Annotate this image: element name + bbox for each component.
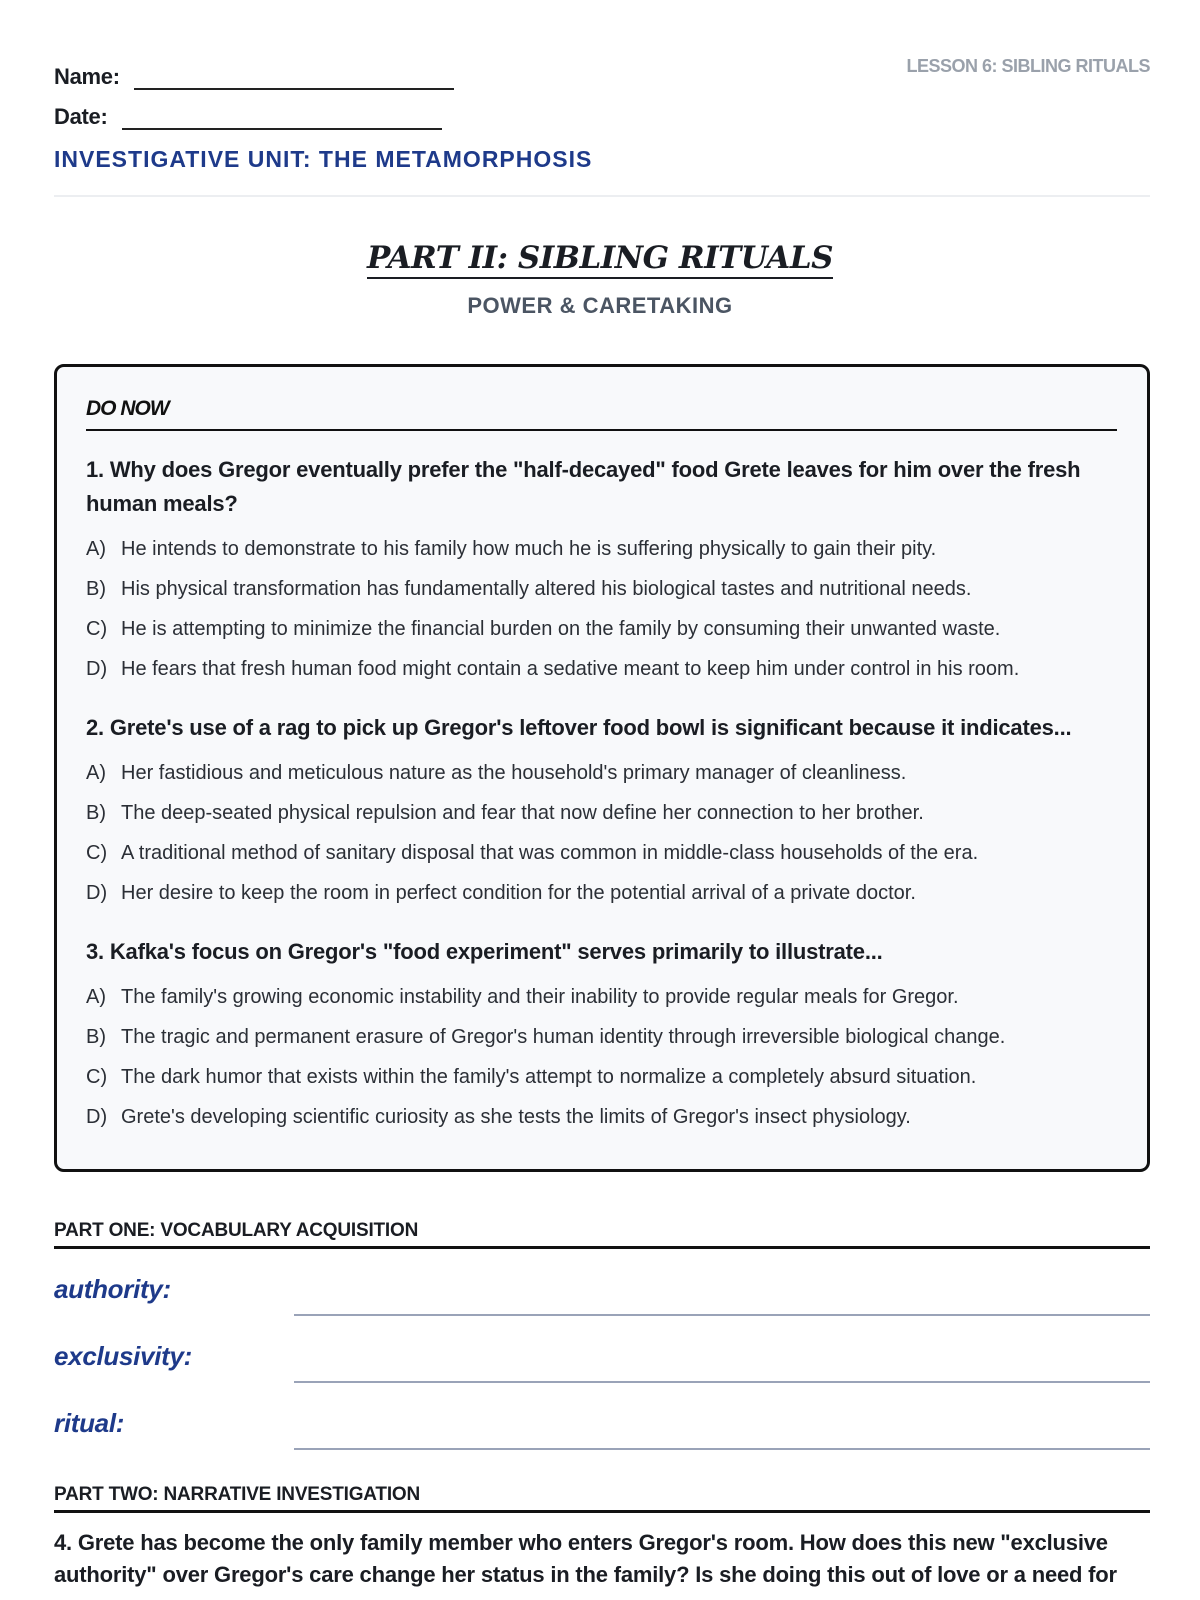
answer-options (86, 977, 1117, 1137)
vocab-answer-line[interactable] (294, 1381, 1150, 1383)
name-input-line[interactable] (134, 64, 454, 90)
do-now-box (54, 364, 1150, 1172)
option-letter: C) (86, 618, 108, 640)
option-text: Her desire to keep the room in perfect condition for the potential arrival of a private doctor. (121, 882, 916, 904)
answer-option[interactable] (86, 1017, 1117, 1057)
answer-option[interactable] (86, 649, 1117, 689)
vocabulary-section-heading: PART ONE: VOCABULARY ACQUISITION (54, 1220, 1150, 1249)
narrative-section-heading: PART TWO: NARRATIVE INVESTIGATION (54, 1484, 1150, 1513)
vocab-row-exclusivity (54, 1333, 1150, 1383)
question-text: 1. Why does Gregor eventually prefer the "half-decayed" food Grete leaves for him over the fresh human meals? (86, 457, 1081, 516)
option-text: A traditional method of sanitary disposal that was common in middle-class households of the era. (121, 842, 979, 864)
option-text: Grete's developing scientific curiosity as she tests the limits of Gregor's insect physiology. (121, 1106, 911, 1128)
vocab-row-authority (54, 1266, 1150, 1316)
option-text: The deep-seated physical repulsion and fear that now define her connection to her brother. (121, 802, 924, 824)
option-letter: D) (86, 658, 108, 680)
answer-options (86, 753, 1117, 913)
answer-option[interactable] (86, 529, 1117, 569)
question-2 (86, 711, 1117, 913)
option-letter: A) (86, 538, 106, 560)
question-1 (86, 453, 1117, 689)
answer-option[interactable] (86, 793, 1117, 833)
page-title: PART II: SIBLING RITUALS (367, 240, 833, 279)
option-text: The tragic and permanent erasure of Gregor's human identity through irreversible biological change. (121, 1026, 1006, 1048)
answer-option[interactable] (86, 1057, 1117, 1097)
option-letter: D) (86, 1106, 108, 1128)
option-text: He intends to demonstrate to his family how much he is suffering physically to gain their pity. (121, 538, 937, 560)
question-text: 2. Grete's use of a rag to pick up Gregor's leftover food bowl is significant because it indicates... (86, 715, 1072, 740)
option-letter: C) (86, 842, 108, 864)
option-letter: B) (86, 1026, 106, 1048)
unit-title: INVESTIGATIVE UNIT: THE METAMORPHOSIS (54, 146, 593, 172)
worksheet-header (54, 50, 1150, 173)
date-field-row (54, 90, 1150, 130)
vocab-row-ritual (54, 1400, 1150, 1450)
answer-options (86, 529, 1117, 689)
option-text: He fears that fresh human food might contain a sedative meant to keep him under control in his room. (121, 658, 1020, 680)
header-divider (54, 195, 1150, 197)
option-text: The dark humor that exists within the family's attempt to normalize a completely absurd situation. (121, 1066, 977, 1088)
answer-option[interactable] (86, 977, 1117, 1017)
option-text: Her fastidious and meticulous nature as the household's primary manager of cleanliness. (121, 762, 907, 784)
title-block (0, 240, 1200, 319)
answer-option[interactable] (86, 569, 1117, 609)
answer-option[interactable] (86, 753, 1117, 793)
option-text: His physical transformation has fundamentally altered his biological tastes and nutritional needs. (121, 578, 972, 600)
option-letter: B) (86, 578, 106, 600)
answer-option[interactable] (86, 873, 1117, 913)
option-letter: B) (86, 802, 106, 824)
option-letter: A) (86, 762, 106, 784)
date-input-line[interactable] (122, 104, 442, 130)
page-subtitle: POWER & CARETAKING (467, 293, 733, 318)
answer-option[interactable] (86, 609, 1117, 649)
option-text: The family's growing economic instability and their inability to provide regular meals for Gregor. (121, 986, 959, 1008)
vocab-term: authority: (54, 1274, 171, 1304)
option-letter: D) (86, 882, 108, 904)
option-letter: C) (86, 1066, 108, 1088)
vocab-term: exclusivity: (54, 1341, 193, 1371)
name-label: Name: (54, 64, 120, 89)
vocab-answer-line[interactable] (294, 1448, 1150, 1450)
vocab-term: ritual: (54, 1408, 125, 1438)
vocab-answer-line[interactable] (294, 1314, 1150, 1316)
question-4-text: 4. Grete has become the only family member who enters Gregor's room. How does this new "exclusive authority" over Gregor's care change her status in the family? Is she doing this out of love or a need for (54, 1530, 1117, 1587)
lesson-tag: LESSON 6: SIBLING RITUALS (906, 56, 1150, 76)
option-text: He is attempting to minimize the financial burden on the family by consuming their unwanted waste. (121, 618, 1001, 640)
answer-option[interactable] (86, 833, 1117, 873)
question-3 (86, 935, 1117, 1137)
option-letter: A) (86, 986, 106, 1008)
answer-option[interactable] (86, 1097, 1117, 1137)
date-label: Date: (54, 104, 108, 129)
do-now-heading: DO NOW (86, 397, 1117, 431)
question-text: 3. Kafka's focus on Gregor's "food experiment" serves primarily to illustrate... (86, 939, 883, 964)
